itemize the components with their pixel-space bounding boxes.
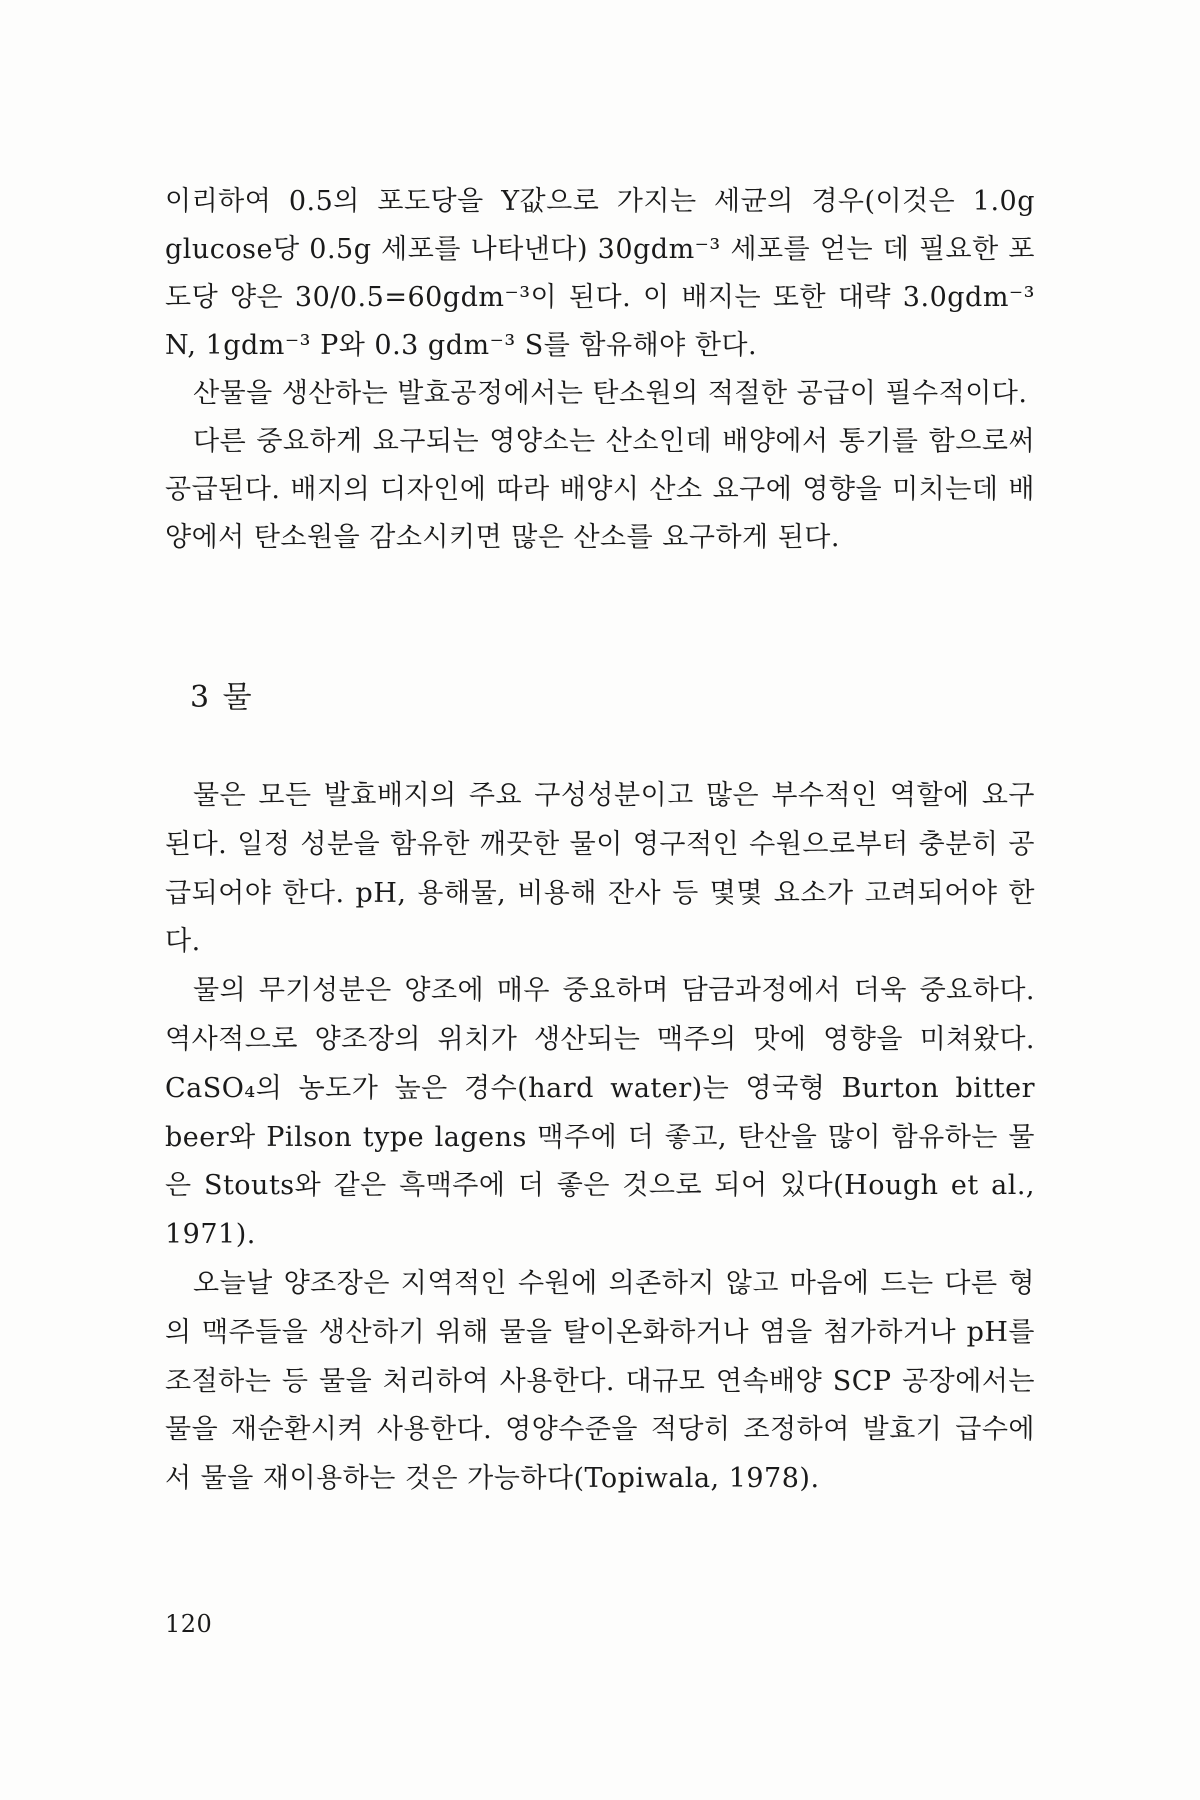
body-paragraph: 산물을 생산하는 발효공정에서는 탄소원의 적절한 공급이 필수적이다. xyxy=(193,378,1028,409)
page-number: 120 xyxy=(165,1610,213,1638)
body-paragraph: 오늘날 양조장은 지역적인 수원에 의존하지 않고 마음에 드는 다른 형의 맥주들을 생산하기 위해 물을 탈이온화하거나 염을 첨가하거나 pH를 조절하는 등 물을 처리하여 사용한다. 대규모 연속배양 SCP 공장에서는 물을 재순환시켜 사용한다. 영양수준을 적당히 조정하여 발효기 급수에서 물을 재이용하는 것은 가능하다(Topiwala, 1978). xyxy=(165,1267,1035,1495)
section-heading: 3 물 xyxy=(190,680,254,715)
body-paragraph: 다른 중요하게 요구되는 영양소는 산소인데 배양에서 통기를 함으로써 공급된다. 배지의 디자인에 따라 배양시 산소 요구에 영향을 미치는데 배양에서 탄소원을 감소시키면 많은 산소를 요구하게 된다. xyxy=(165,426,1035,553)
body-paragraph: 물은 모든 발효배지의 주요 구성성분이고 많은 부수적인 역할에 요구된다. 일정 성분을 함유한 깨끗한 물이 영구적인 수원으로부터 충분히 공급되어야 한다. pH, 용해물, 비용해 잔사 등 몇몇 요소가 고려되어야 한다. xyxy=(165,780,1035,958)
body-paragraph: 이리하여 0.5의 포도당을 Y값으로 가지는 세균의 경우(이것은 1.0g glucose당 0.5g 세포를 나타낸다) 30gdm⁻³ 세포를 얻는 데 필요한 포도당 양은 30/0.5=60gdm⁻³이 된다. 이 배지는 또한 대략 3.0gdm⁻³ N, 1gdm⁻³ P와 0.3 gdm⁻³ S를 함유해야 한다. xyxy=(165,186,1035,361)
lower-text-block xyxy=(165,772,1035,1504)
upper-text-block xyxy=(165,178,1035,562)
body-paragraph: 물의 무기성분은 양조에 매우 중요하며 담금과정에서 더욱 중요하다. 역사적으로 양조장의 위치가 생산되는 맥주의 맛에 영향을 미쳐왔다. CaSO₄의 농도가 높은 경수(hard water)는 영국형 Burton bitter beer와 Pilson type lagens 맥주에 더 좋고, 탄산을 많이 함유하는 물은 Stouts와 같은 흑맥주에 더 좋은 것으로 되어 있다(Hough et al., 1971). xyxy=(165,975,1035,1251)
